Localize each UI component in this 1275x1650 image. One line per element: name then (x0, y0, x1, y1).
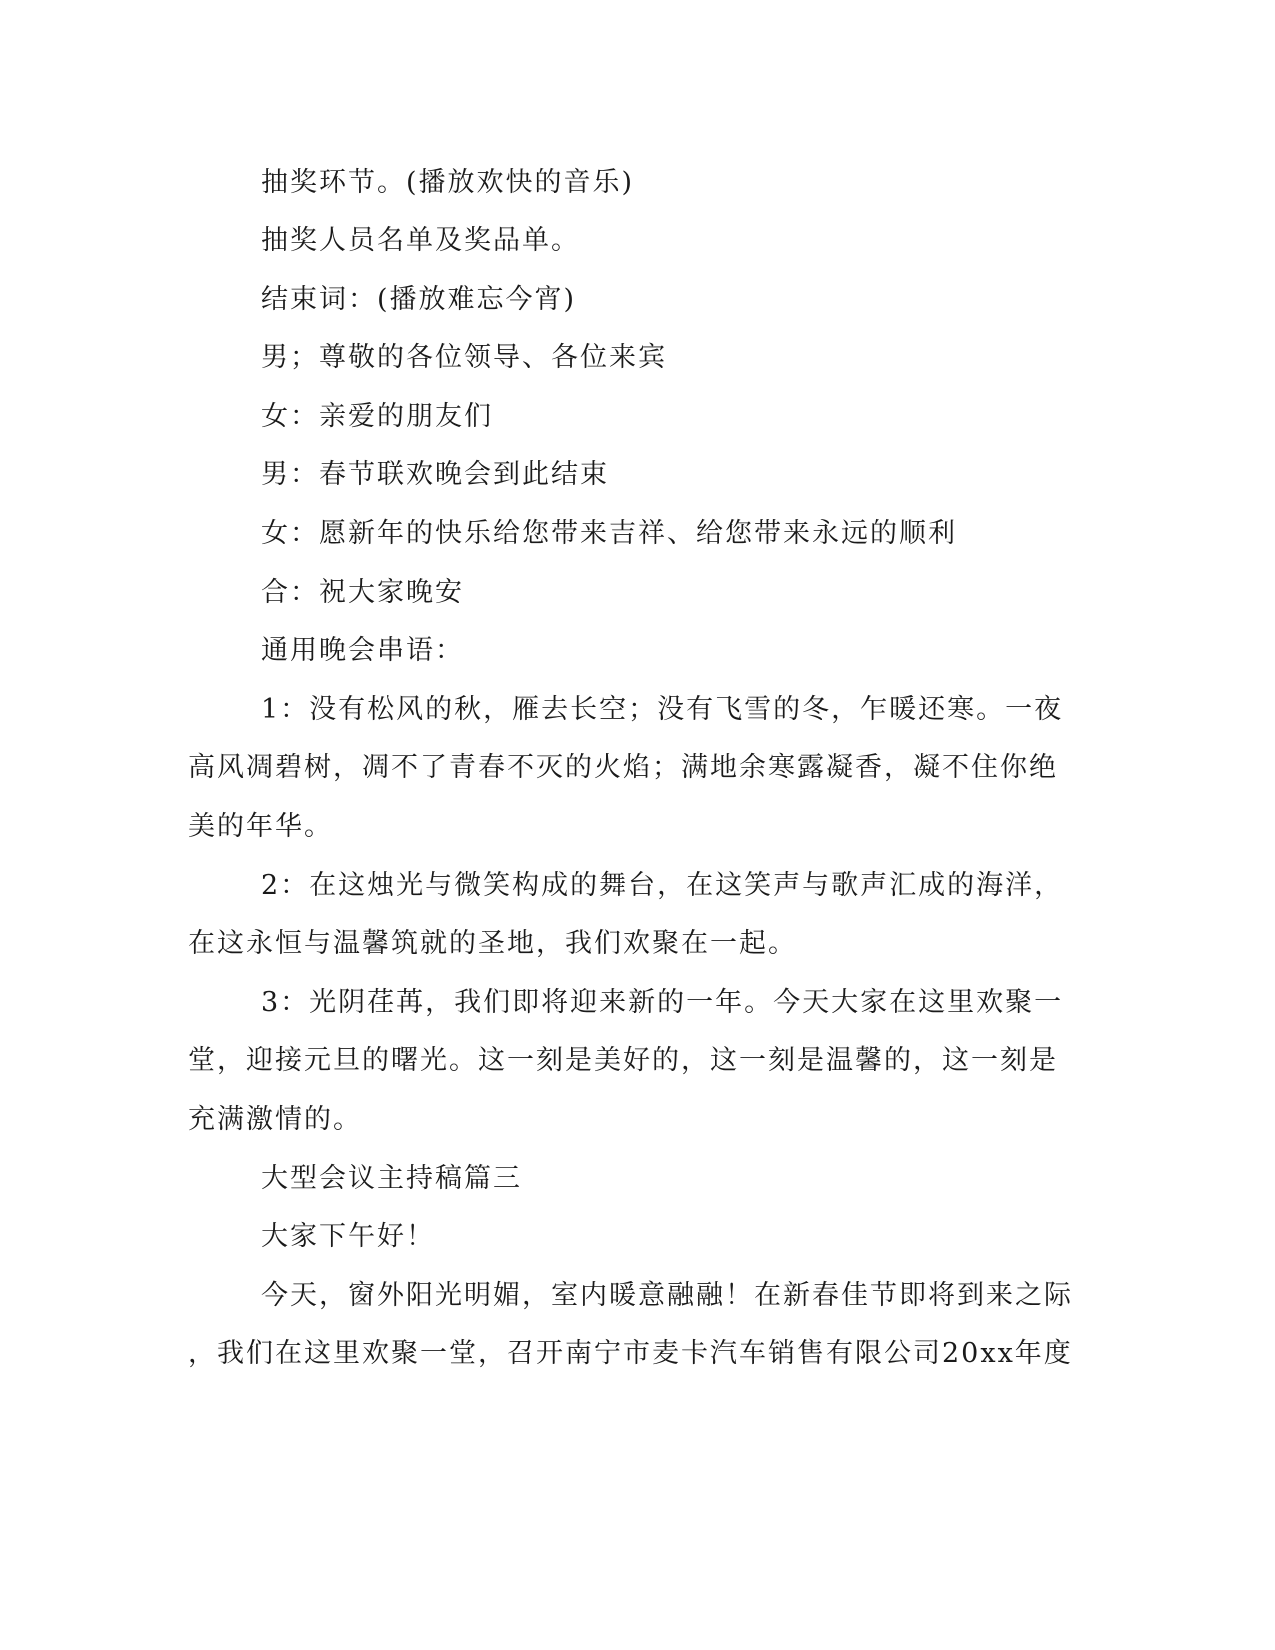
text-line: 结束词：(播放难忘今宵) (261, 284, 577, 315)
text-line: 男：春节联欢晚会到此结束 (261, 459, 609, 490)
text-line: 美的年华。 (188, 811, 333, 842)
text-line: 抽奖人员名单及奖品单。 (261, 225, 580, 256)
text-line: 女：亲爱的朋友们 (261, 401, 493, 432)
text-line: 2：在这烛光与微笑构成的舞台，在这笑声与歌声汇成的海洋， (261, 870, 1064, 901)
text-line: 大家下午好！ (261, 1221, 435, 1252)
text-line: 今天，窗外阳光明媚，室内暖意融融！在新春佳节即将到来之际 (261, 1280, 1073, 1311)
section-heading: 大型会议主持稿篇三 (261, 1163, 522, 1194)
text-line: ，我们在这里欢聚一堂，召开南宁市麦卡汽车销售有限公司20xx年度 (188, 1338, 1073, 1369)
text-line: 抽奖环节。(播放欢快的音乐) (261, 167, 635, 198)
text-line: 高风凋碧树，凋不了青春不灭的火焰；满地余寒露凝香，凝不住你绝 (188, 752, 1058, 783)
text-line: 男；尊敬的各位领导、各位来宾 (261, 342, 667, 373)
text-line: 女：愿新年的快乐给您带来吉祥、给您带来永远的顺利 (261, 518, 957, 549)
text-line: 在这永恒与温馨筑就的圣地，我们欢聚在一起。 (188, 928, 797, 959)
text-line: 1：没有松风的秋，雁去长空；没有飞雪的冬，乍暖还寒。一夜 (261, 694, 1064, 725)
text-line: 充满激情的。 (188, 1104, 362, 1135)
text-line: 通用晚会串语： (261, 635, 464, 666)
text-line: 3：光阴荏苒，我们即将迎来新的一年。今天大家在这里欢聚一 (261, 987, 1064, 1018)
text-line: 堂，迎接元旦的曙光。这一刻是美好的，这一刻是温馨的，这一刻是 (188, 1045, 1058, 1076)
text-line: 合：祝大家晚安 (261, 577, 464, 608)
